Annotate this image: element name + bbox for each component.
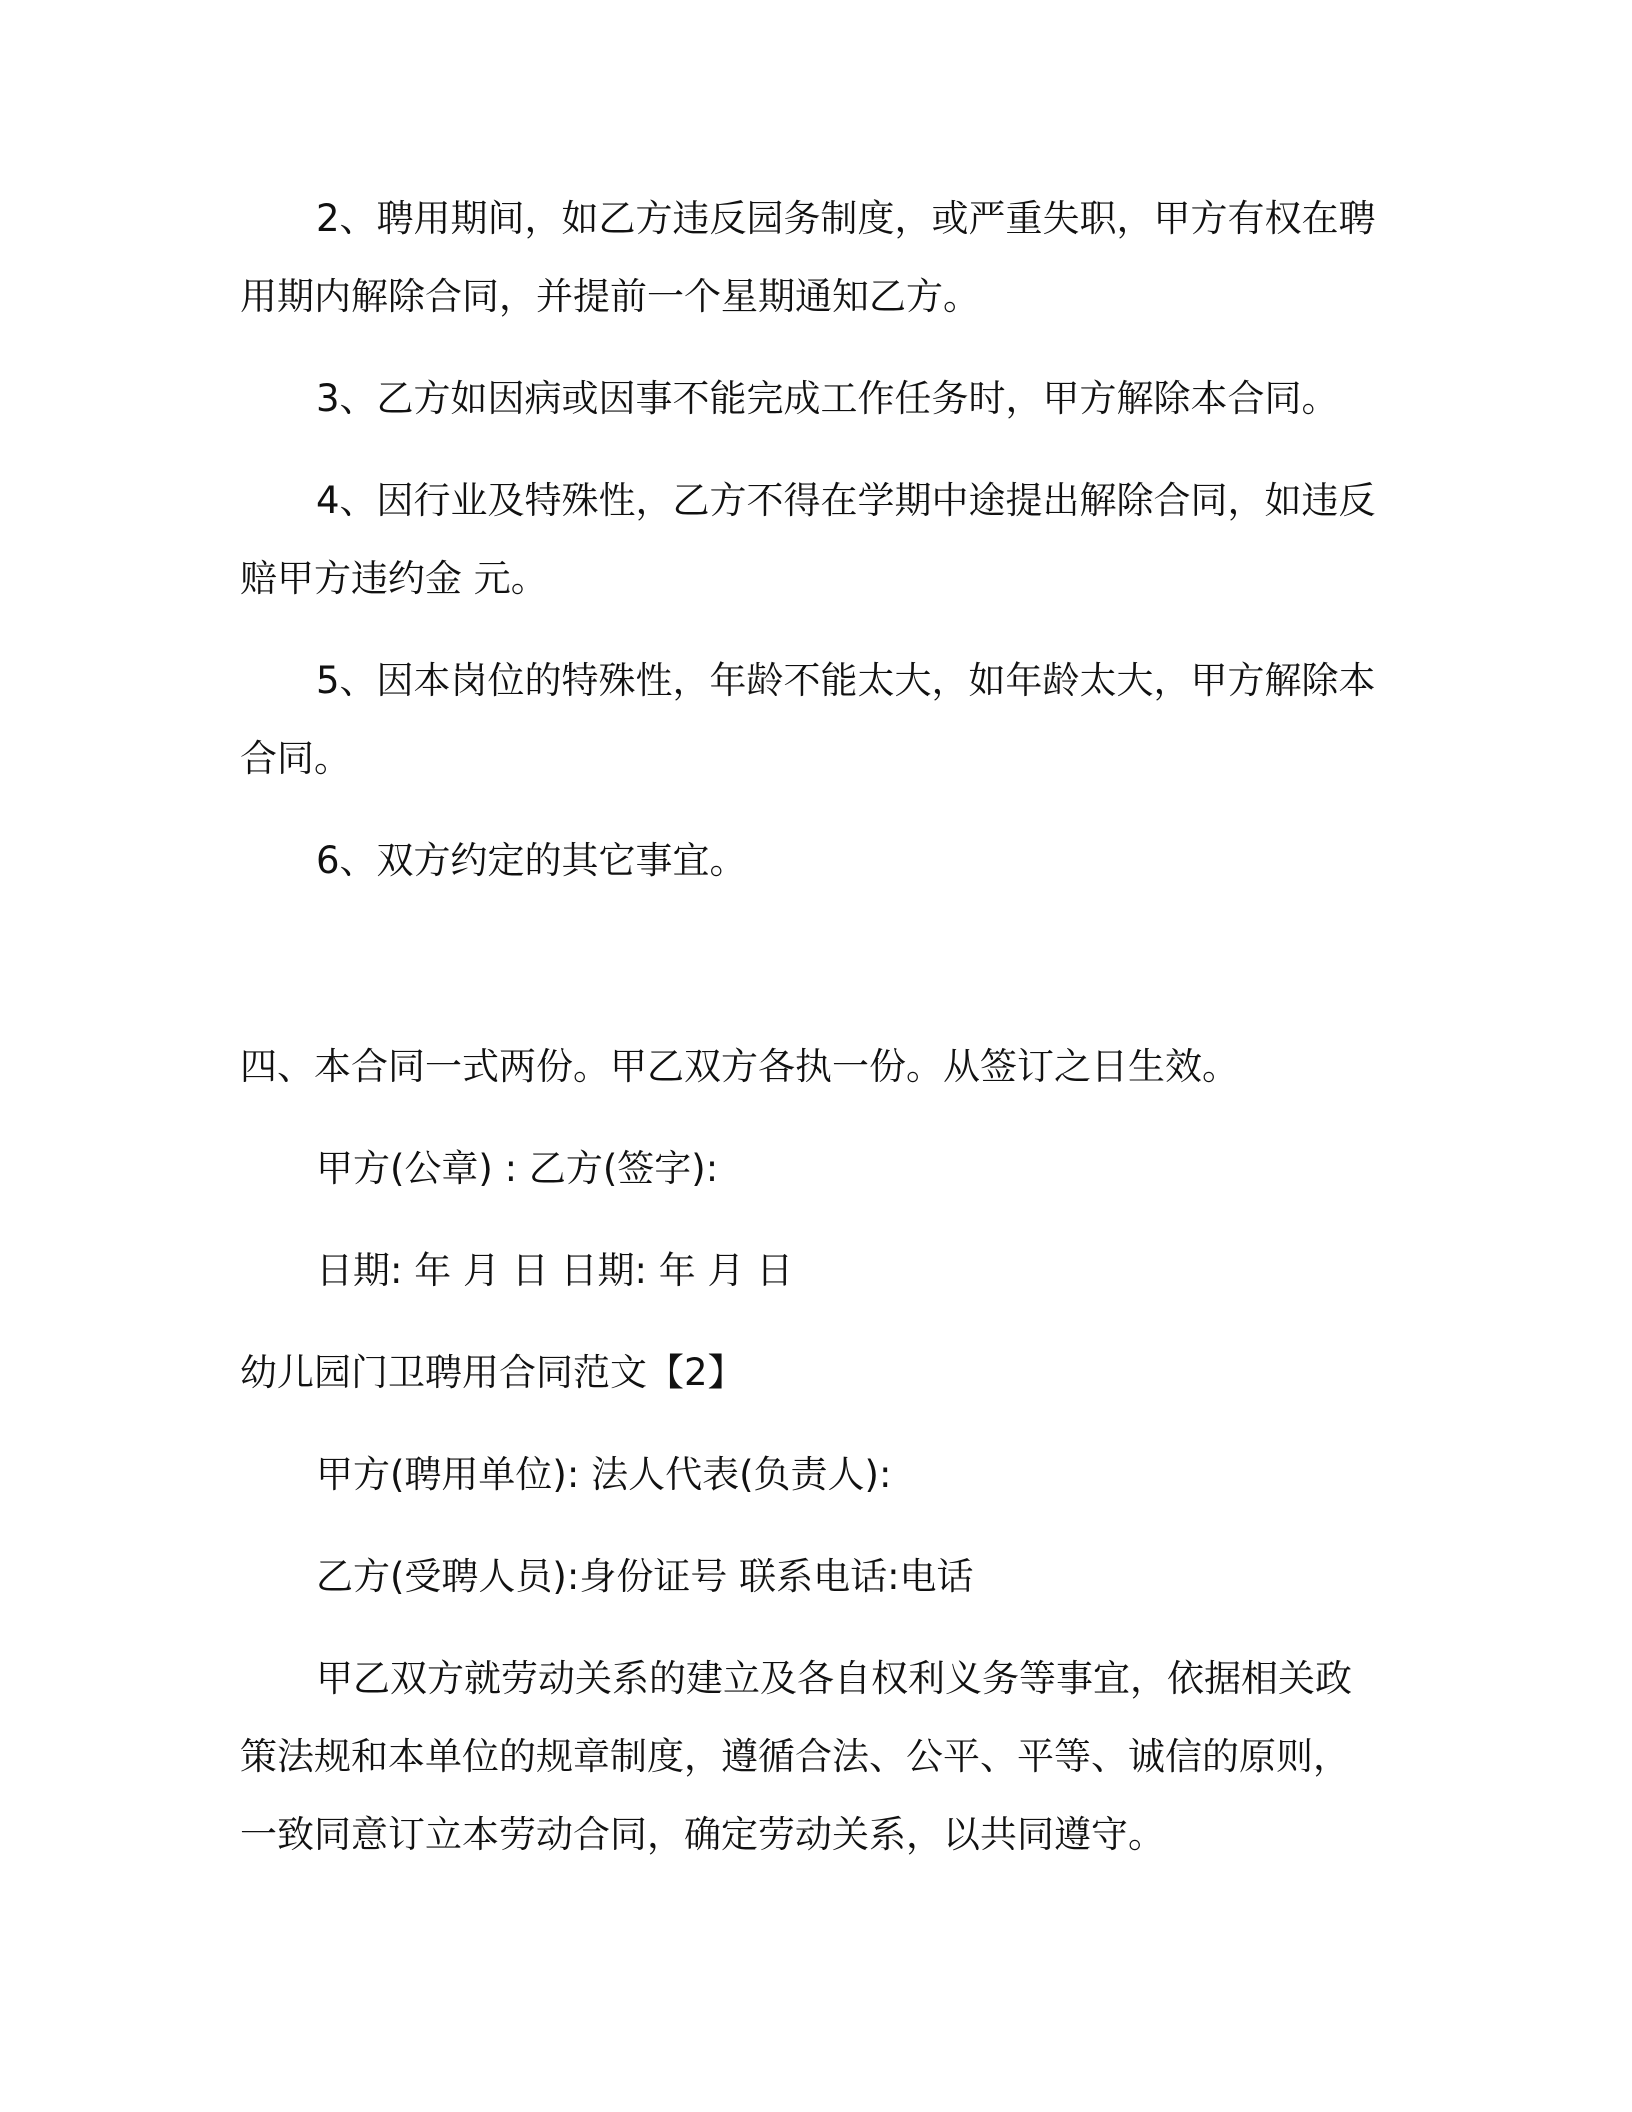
section-4-line: 四、本合同一式两份。甲乙双方各执一份。从签订之日生效。 bbox=[240, 1045, 1239, 1088]
signature-line: 甲方(公章) : 乙方(签字): bbox=[316, 1147, 719, 1190]
intro-line-2: 策法规和本单位的规章制度，遵循合法、公平、平等、诚信的原则， bbox=[240, 1735, 1350, 1778]
party-a-line: 甲方(聘用单位): 法人代表(负责人): bbox=[316, 1453, 892, 1496]
clause-2-line-2: 用期内解除合同，并提前一个星期通知乙方。 bbox=[240, 275, 980, 318]
party-b-line: 乙方(受聘人员):身份证号 联系电话:电话 bbox=[316, 1555, 974, 1598]
clause-2-line-1: 2、聘用期间，如乙方违反园务制度，或严重失职，甲方有权在聘 bbox=[316, 197, 1376, 240]
clause-5-line-2: 合同。 bbox=[240, 737, 351, 780]
clause-5-line-1: 5、因本岗位的特殊性，年龄不能太大，如年龄太大，甲方解除本 bbox=[316, 659, 1376, 702]
clause-4-line-1: 4、因行业及特殊性，乙方不得在学期中途提出解除合同，如违反 bbox=[316, 479, 1376, 522]
intro-line-1: 甲乙双方就劳动关系的建立及各自权利义务等事宜，依据相关政 bbox=[316, 1657, 1352, 1700]
clause-6-line-1: 6、双方约定的其它事宜。 bbox=[316, 839, 747, 882]
clause-4-line-2: 赔甲方违约金 元。 bbox=[240, 557, 548, 600]
intro-line-3: 一致同意订立本劳动合同，确定劳动关系，以共同遵守。 bbox=[240, 1813, 1165, 1856]
clause-3-line-1: 3、乙方如因病或因事不能完成工作任务时，甲方解除本合同。 bbox=[316, 377, 1339, 420]
contract-title-2: 幼儿园门卫聘用合同范文【2】 bbox=[240, 1351, 745, 1394]
date-line: 日期: 年 月 日 日期: 年 月 日 bbox=[316, 1249, 794, 1292]
